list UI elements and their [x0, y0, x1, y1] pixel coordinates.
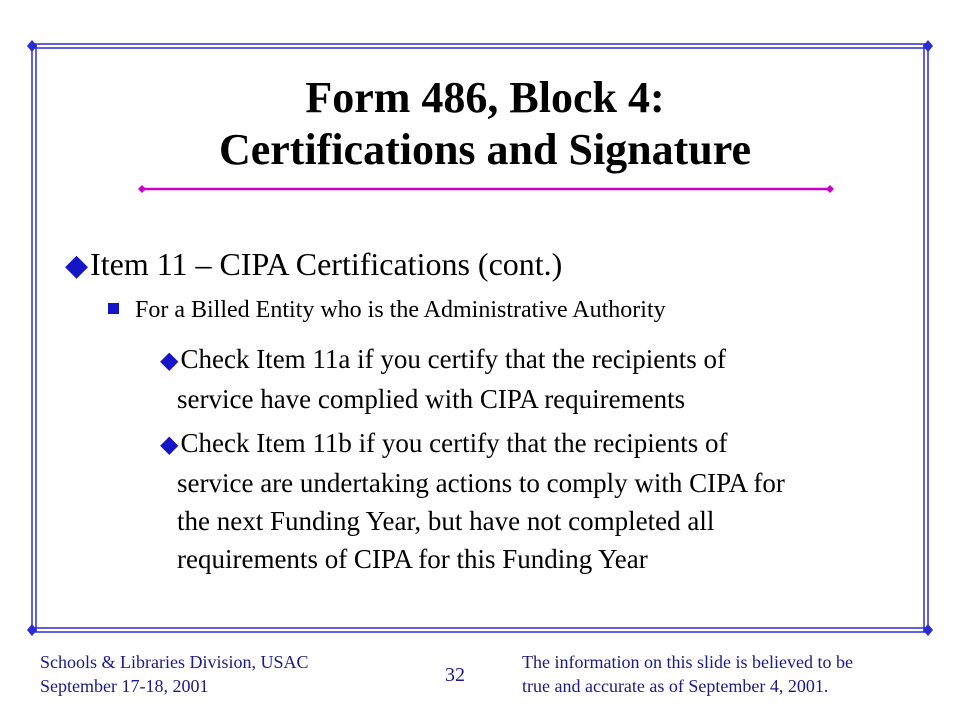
footer-org-name: Schools & Libraries Division, USAC	[40, 652, 309, 672]
title-underline	[138, 185, 834, 193]
square-icon	[108, 303, 119, 314]
bullet-check-11b-line-2: service are undertaking actions to comply with CIPA for	[177, 468, 785, 498]
underline-diamond-icon	[138, 185, 146, 193]
bullet-check-11a-line-2: service have complied with CIPA requirements	[177, 384, 686, 414]
footer-disclaimer-line-1: The information on this slide is believed to be	[522, 652, 853, 672]
diamond-icon: ◆	[160, 432, 179, 458]
page-number: 32	[445, 664, 465, 686]
footer-organization	[40, 650, 309, 698]
bullet-check-11b-line-3: the next Funding Year, but have not completed all	[177, 506, 715, 536]
footer-disclaimer-line-2: true and accurate as of September 4, 2001.	[522, 676, 829, 696]
title-line-2: Certifications and Signature	[218, 125, 752, 174]
slide-title	[40, 72, 930, 176]
bullet-billed-entity	[108, 294, 908, 326]
bullet-check-11a-line-1: Check Item 11a if you certify that the recipients of	[180, 344, 727, 374]
bullet-check-11b	[160, 424, 900, 578]
footer-date: September 17-18, 2001	[40, 676, 209, 696]
bullet-check-11a	[160, 340, 900, 418]
bullet-billed-entity-text: For a Billed Entity who is the Administrative Authority	[135, 297, 666, 323]
diamond-icon: ◆	[65, 249, 89, 282]
diamond-icon: ◆	[160, 348, 179, 374]
bullet-check-11b-line-1: Check Item 11b if you certify that the recipients of	[180, 428, 728, 458]
footer-disclaimer	[522, 650, 853, 698]
bullet-check-11b-line-4: requirements of CIPA for this Funding Year	[177, 544, 648, 574]
title-line-1: Form 486, Block 4:	[305, 73, 665, 122]
bullet-item-11	[65, 244, 865, 286]
underline-diamond-icon	[826, 185, 834, 193]
bullet-item-11-text: Item 11 – CIPA Certifications (cont.)	[90, 246, 563, 282]
